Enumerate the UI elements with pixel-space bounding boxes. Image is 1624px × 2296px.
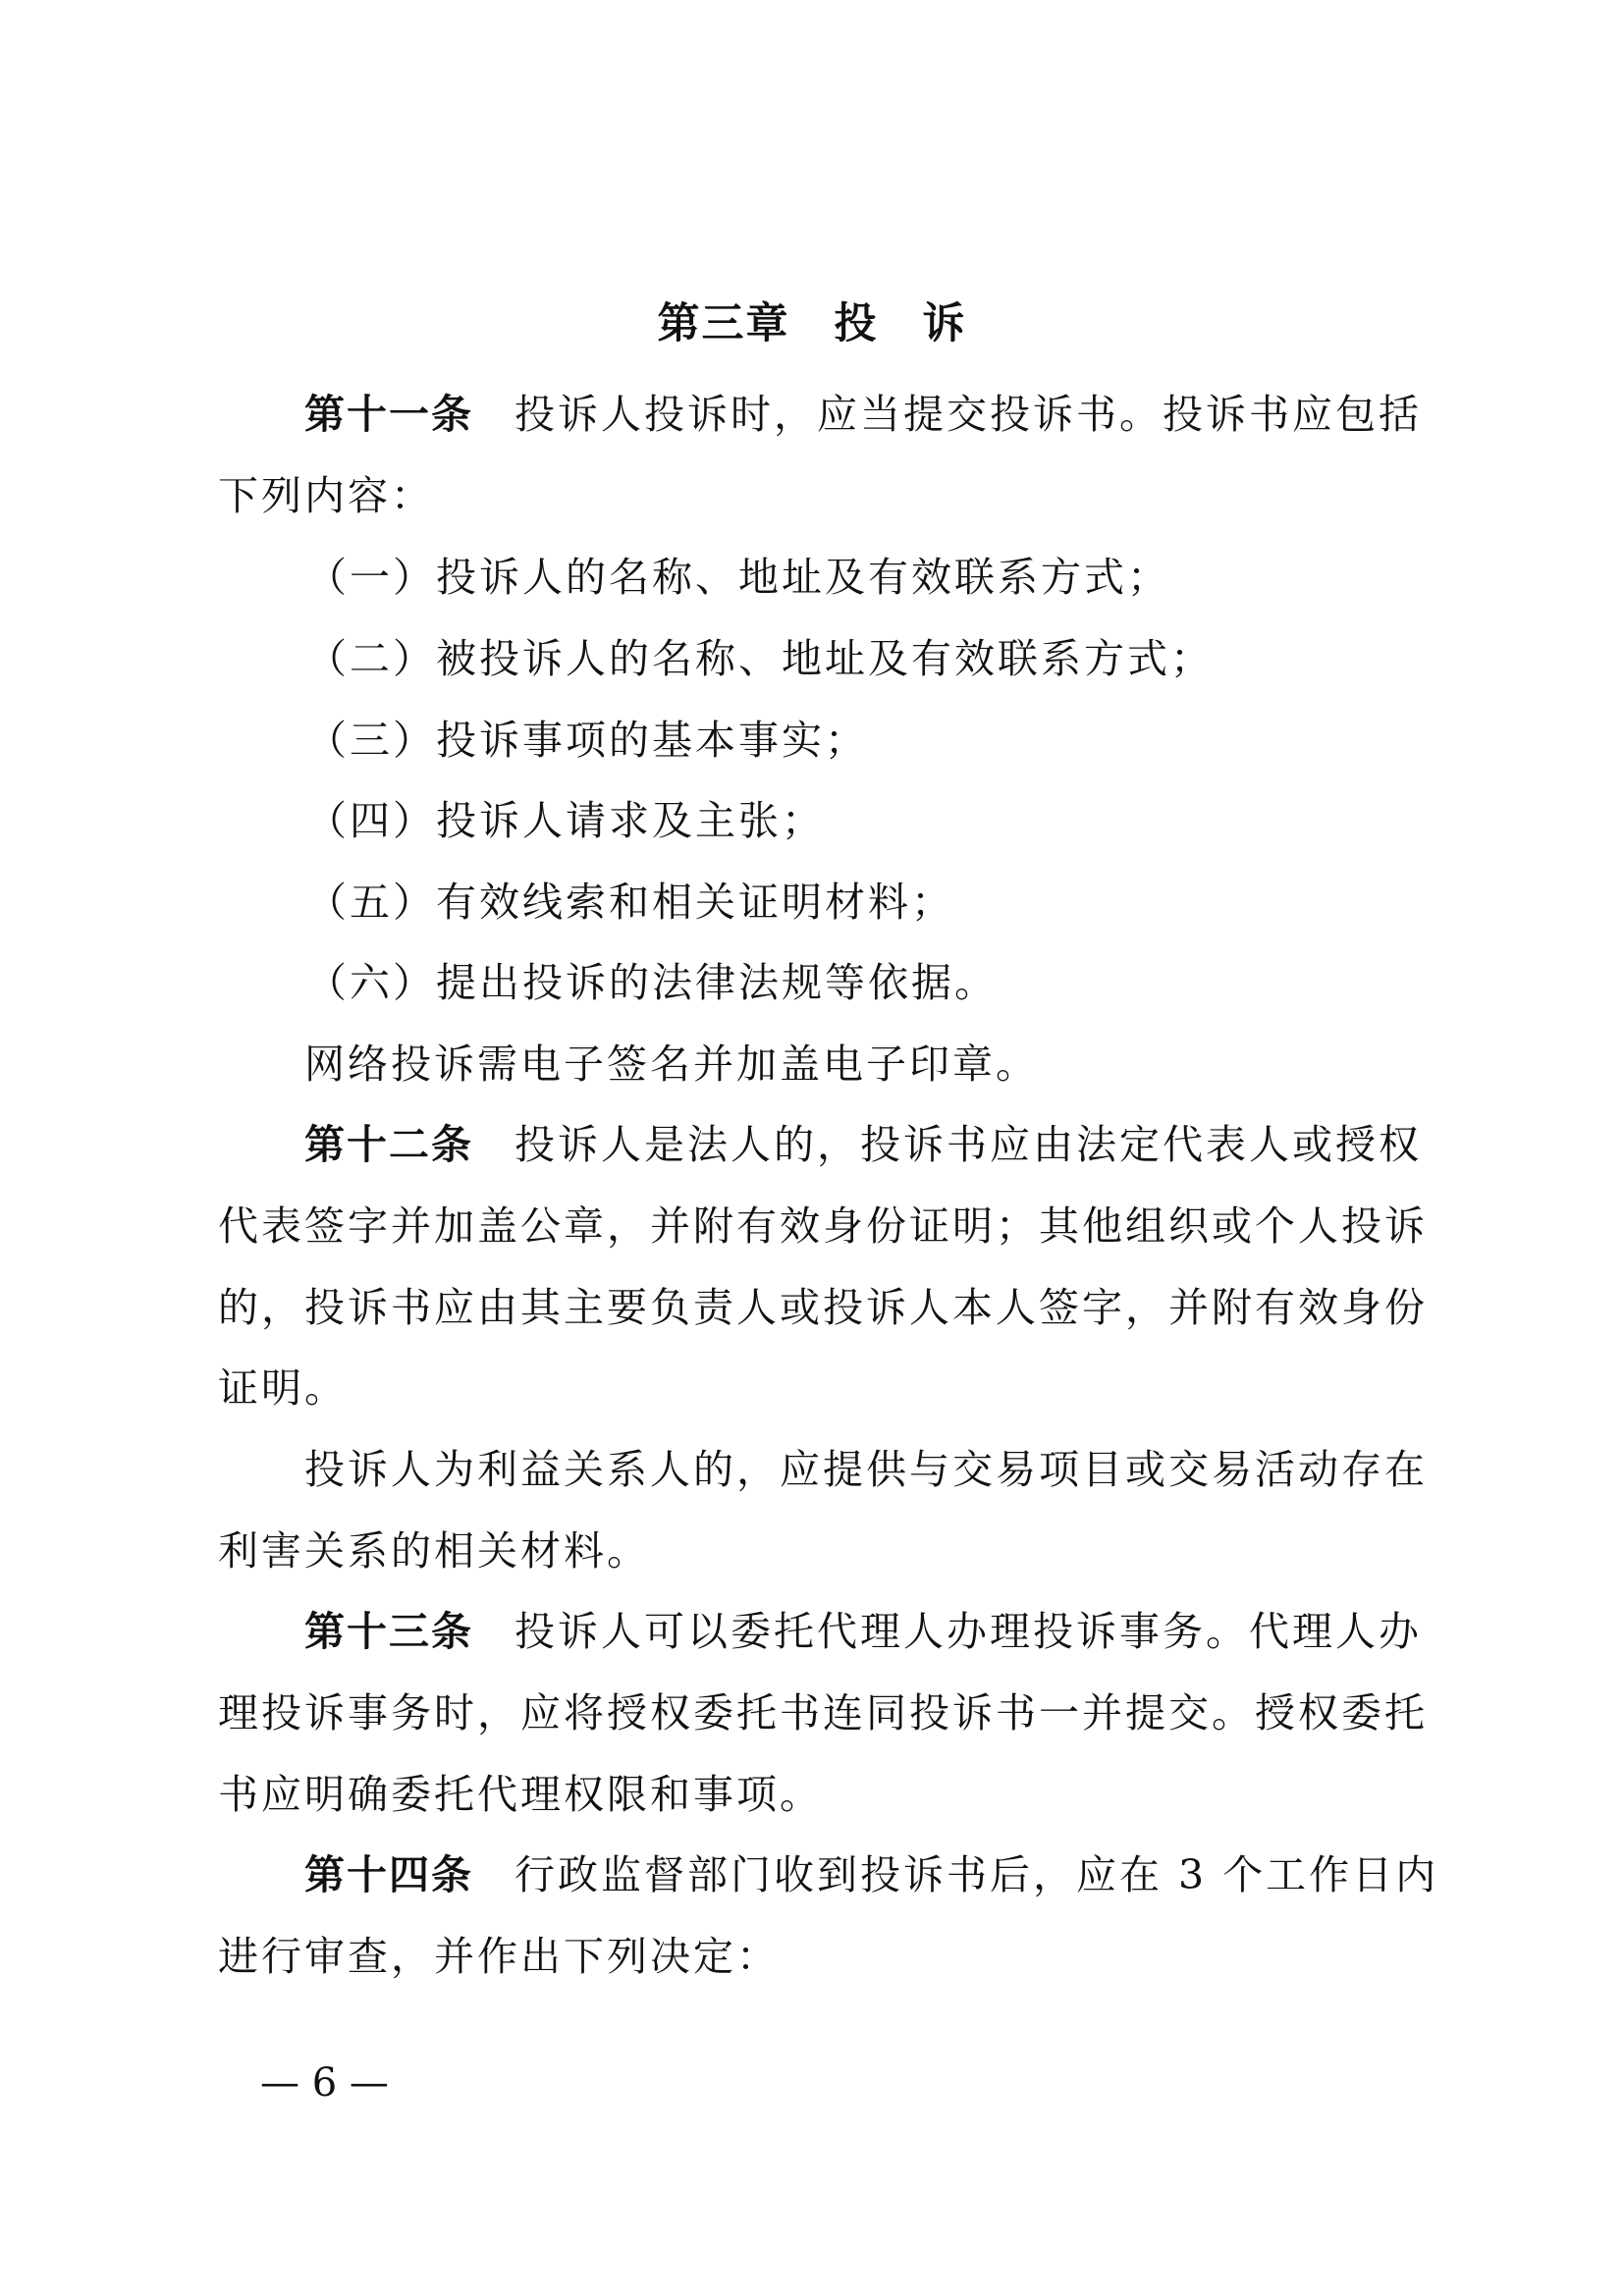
article-14-text-2: 进行审查，并作出下列决定： <box>218 1933 780 1980</box>
page-number: — 6 — <box>260 2060 389 2106</box>
article-13-text-2: 理投诉事务时，应将授权委托书连同投诉书一并提交。授权委托 <box>218 1689 1428 1736</box>
article-12-text-1: 投诉人是法人的，投诉书应由法定代表人或授权 <box>514 1121 1422 1168</box>
list-item: （一）投诉人的名称、地址及有效联系方式； <box>306 554 1170 601</box>
article-12-paragraph-2-line-2: 利害关系的相关材料。 <box>218 1527 650 1575</box>
article-11-label: 第十一条 <box>304 391 473 438</box>
article-13-label: 第十三条 <box>304 1608 473 1655</box>
article-13-text-1: 投诉人可以委托代理人办理投诉事务。代理人办 <box>514 1608 1422 1655</box>
list-item: （三）投诉事项的基本事实； <box>306 717 868 764</box>
chapter-title: 第三章 投 诉 <box>657 299 967 348</box>
article-12-label: 第十二条 <box>304 1121 473 1168</box>
article-11-first-line <box>304 385 1422 444</box>
article-11-text-1: 投诉人投诉时，应当提交投诉书。投诉书应包括 <box>514 391 1422 438</box>
article-12-text-4: 证明。 <box>218 1364 348 1412</box>
article-13-first-line <box>304 1602 1422 1661</box>
article-12-text-3: 的，投诉书应由其主要负责人或投诉人本人签字，并附有效身份 <box>218 1284 1428 1331</box>
article-14-text-1: 行政监督部门收到投诉书后，应在 3 个工作日内 <box>514 1851 1439 1898</box>
network-note: 网络投诉需电子签名并加盖电子印章。 <box>304 1041 1039 1088</box>
article-13-text-3: 书应明确委托代理权限和事项。 <box>218 1771 823 1818</box>
article-14-first-line <box>304 1845 1438 1904</box>
article-12-text-2: 代表签字并加盖公章，并附有效身份证明；其他组织或个人投诉 <box>218 1202 1428 1250</box>
list-item: （六）提出投诉的法律法规等依据。 <box>306 959 998 1006</box>
article-14-label: 第十四条 <box>304 1851 473 1898</box>
list-item: （四）投诉人请求及主张； <box>306 797 825 844</box>
list-item: （二）被投诉人的名称、地址及有效联系方式； <box>306 635 1214 682</box>
list-item: （五）有效线索和相关证明材料； <box>306 879 954 926</box>
article-12-first-line <box>304 1115 1422 1174</box>
article-12-paragraph-2-line-1: 投诉人为利益关系人的，应提供与交易项目或交易活动存在 <box>304 1446 1428 1493</box>
article-11-text-2: 下列内容： <box>218 472 434 519</box>
